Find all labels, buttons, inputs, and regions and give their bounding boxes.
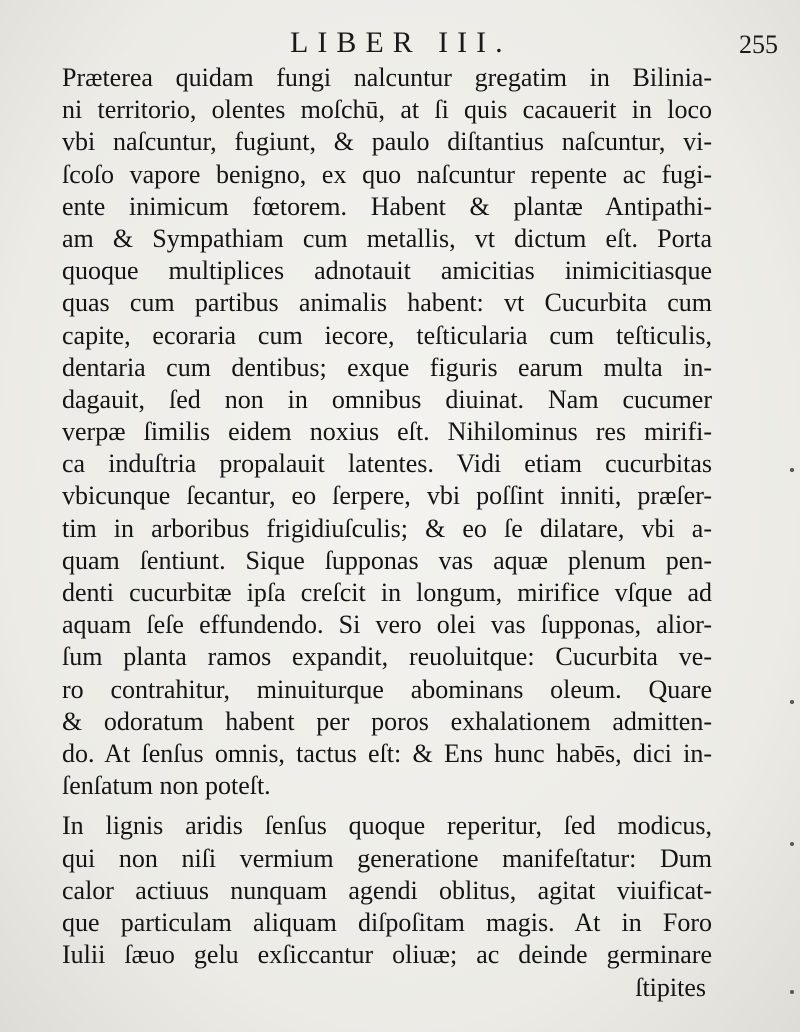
text-line: dagauit, ſed non in omnibus diuinat. Nam cucumer xyxy=(62,384,712,414)
text-line: denti cucurbitæ ipſa creſcit in longum, mirifice vſque ad xyxy=(62,578,712,607)
text-line: am & Sympathiam cum metallis, vt dictum eſt. Porta xyxy=(62,223,712,253)
text-line: ſenſatum non poteſt. xyxy=(62,771,271,801)
text-line: & odoratum habent per poros exhalationem admitten- xyxy=(62,706,712,736)
text-line: Iulii ſæuo gelu exſiccantur oliuæ; ac deinde germinare xyxy=(62,940,712,970)
margin-marks xyxy=(774,0,794,1032)
paragraph-spacer xyxy=(62,802,712,810)
text-line: que particulam aliquam diſpoſitam magis. At in Foro xyxy=(62,907,712,937)
text-line: ca induſtria propalauit latentes. Vidi etiam cucurbitas xyxy=(62,449,712,479)
text-line: ente inimicum fœtorem. Habent & plantæ Antipathi- xyxy=(62,191,712,221)
body-text xyxy=(62,62,712,1007)
text-line: tim in arboribus frigidiuſculis; & eo ſe dilatare, vbi a- xyxy=(62,513,712,543)
text-line: In lignis aridis ſenſus quoque reperitur, ſed modicus, xyxy=(62,811,712,841)
page-number: 255 xyxy=(739,30,778,59)
text-line: quam ſentiunt. Sique ſupponas vas aquæ plenum pen- xyxy=(62,545,712,575)
paragraph xyxy=(62,810,712,971)
text-line: qui non niſi vermium generatione manifeſtatur: Dum xyxy=(62,843,712,873)
text-line: ro contrahitur, minuiturque abominans oleum. Quare xyxy=(62,674,712,704)
text-line: capite, ecoraria cum iecore, teſticularia cum teſticulis, xyxy=(62,320,712,350)
margin-mark xyxy=(790,842,794,846)
text-line: Præterea quidam fungi nalcuntur gregatim in Bilinia- xyxy=(62,63,712,92)
catchword: ſtipites xyxy=(635,973,706,1003)
text-line: ſcoſo vapore benigno, ex quo naſcuntur repente ac fugi- xyxy=(62,159,712,189)
text-line: quoque multiplices adnotauit amicitias inimicitiasque xyxy=(62,256,712,286)
paragraph xyxy=(62,62,712,802)
text-line: calor actiuus nunquam agendi oblitus, agitat viuificat- xyxy=(62,875,712,905)
text-line: aquam ſeſe effundendo. Si vero olei vas ſupponas, alior- xyxy=(62,610,712,640)
text-line: vbi naſcuntur, fugiunt, & paulo diſtantius naſcuntur, vi- xyxy=(62,127,712,157)
text-line: do. At ſenſus omnis, tactus eſt: & Ens hunc habēs, dici in- xyxy=(62,738,712,768)
running-title: LIBER III. xyxy=(290,26,512,59)
text-line: ſum planta ramos expandit, reuoluitque: Cucurbita ve- xyxy=(62,642,712,672)
catchword-row xyxy=(62,971,712,1007)
running-head xyxy=(0,20,800,60)
text-line: ni territorio, olentes moſchū, at ſi quis cacauerit in loco xyxy=(62,95,712,125)
text-line: dentaria cum dentibus; exque figuris earum multa in- xyxy=(62,352,712,382)
text-line: quas cum partibus animalis habent: vt Cucurbita cum xyxy=(62,288,712,318)
margin-mark xyxy=(790,468,794,472)
margin-mark xyxy=(790,700,794,704)
margin-mark xyxy=(790,990,794,994)
text-line: vbicunque ſecantur, eo ſerpere, vbi poſſint inniti, præſer- xyxy=(62,481,712,511)
text-line: verpæ ſimilis eidem noxius eſt. Nihilominus res mirifi- xyxy=(62,417,712,447)
